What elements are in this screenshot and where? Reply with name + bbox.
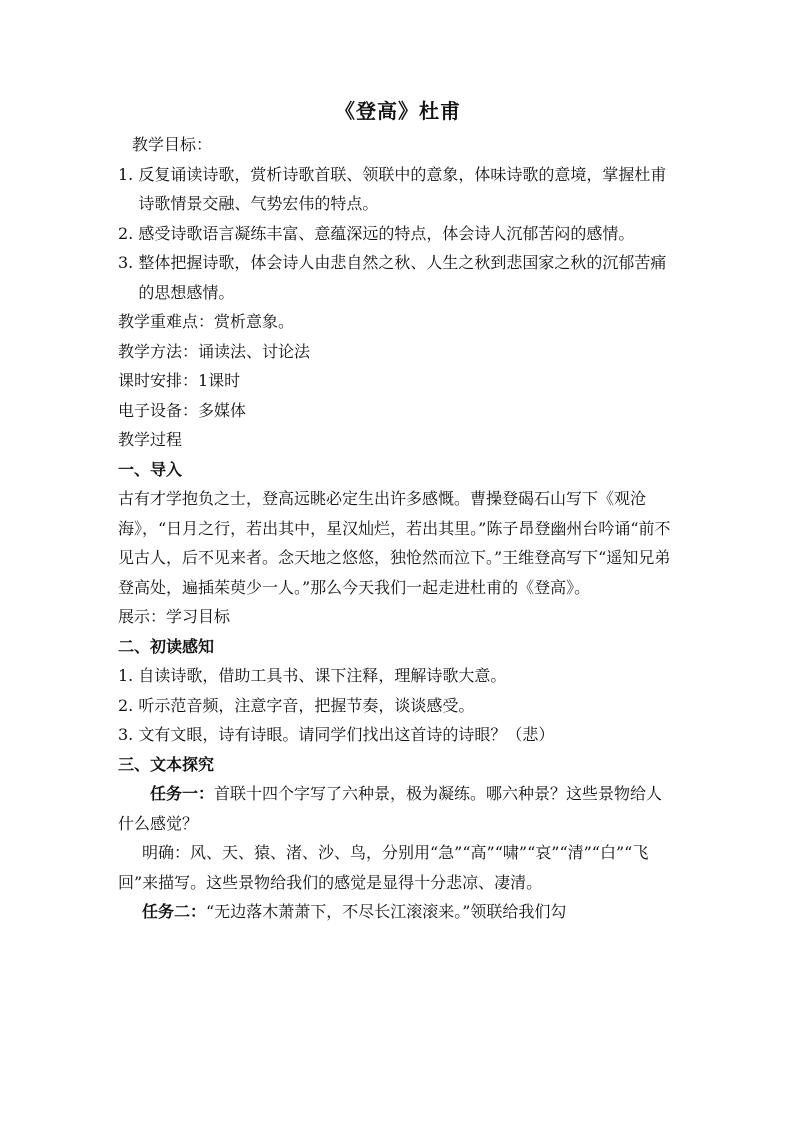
section-heading-text-exploration: 三、文本探究	[118, 754, 215, 774]
objectives-label: 教学目标：	[132, 135, 213, 154]
equipment: 电子设备：多媒体	[118, 400, 247, 420]
class-schedule: 课时安排：1课时	[118, 371, 241, 390]
objective-number: 2.	[118, 223, 139, 243]
objective-item	[118, 160, 678, 219]
answer-one-paragraph: 明确：风、天、猿、渚、沙、鸟，分别用“急”“高”“啸”“哀”“清”“白”“飞回”来描写。这些景物给我们的感觉是显得十分悲凉、凄清。	[118, 843, 649, 892]
teaching-methods: 教学方法：诵读法、讨论法	[118, 341, 311, 361]
section-heading-intro: 一、导入	[118, 459, 183, 479]
section-heading-first-reading: 二、初读感知	[118, 636, 215, 656]
task-two-text: “无边落木萧萧下，不尽长江滚滚来。”领联给我们勾	[206, 902, 567, 921]
task-one-label: 任务一：	[150, 784, 215, 803]
objective-text: 反复诵读诗歌，赏析诗歌首联、领联中的意象，体味诗歌的意境，掌握杜甫诗歌情景交融、气势宏伟的特点。	[138, 164, 667, 213]
list-item: 3. 文有文眼，诗有诗眼。请同学们找出这首诗的诗眼？（悲）	[118, 725, 555, 744]
intro-paragraph: 古有才学抱负之士，登高远眺必定生出许多感慨。曹操登碣石山写下《观沧海》，“日月之行，若出其中，星汉灿烂，若出其里。”陈子昂登幽州台吟诵“前不见古人，后不见来者。念天地之悠悠，独怆然而泣下。”王维登高写下“遥知兄弟登高处，遍插茱萸少一人。”那么今天我们一起走进杜甫的《登高》。	[118, 489, 671, 597]
process-label: 教学过程	[118, 430, 183, 449]
objective-text: 感受诗歌语言凝练丰富、意蕴深远的特点，体会诗人沉郁苦闷的感情。	[138, 223, 635, 243]
list-item: 2. 听示范音频，注意字音，把握节奏，谈谈感受。	[118, 695, 475, 715]
list-item: 1. 自读诗歌，借助工具书、课下注释，理解诗歌大意。	[118, 666, 507, 685]
objective-text: 整体把握诗歌，体会诗人由悲自然之秋、人生之秋到悲国家之秋的沉郁苦痛的思想感情。	[138, 253, 667, 302]
display-note: 展示：学习目标	[118, 607, 231, 626]
task-two-label: 任务二：	[142, 902, 207, 921]
page-title: 《登高》杜甫	[335, 99, 461, 123]
document-page	[118, 96, 678, 927]
objective-item	[118, 219, 678, 249]
objective-item	[118, 248, 678, 307]
key-points: 教学重难点：赏析意象。	[118, 312, 295, 331]
objective-number: 3.	[118, 253, 139, 272]
task-two-paragraph	[118, 897, 678, 927]
objective-number: 1.	[118, 164, 139, 184]
task-one-text: 首联十四个字写了六种景，极为凝练。哪六种景？这些景物给人什么感觉？	[118, 784, 663, 833]
task-one-paragraph	[118, 779, 678, 838]
